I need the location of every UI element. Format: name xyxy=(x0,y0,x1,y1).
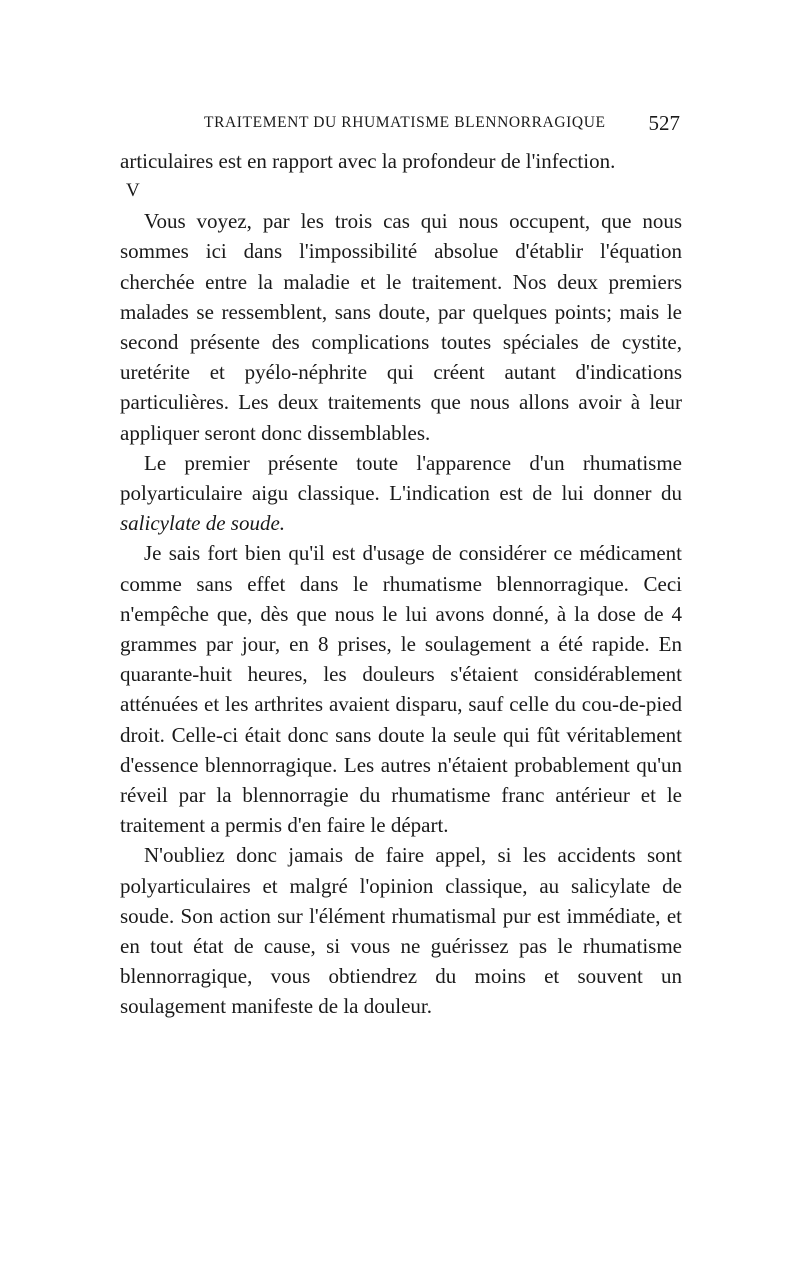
paragraph-3: Je sais fort bien qu'il est d'usage de considérer ce médicament comme sans effet dans le rhumatisme blennorragique. Ceci n'empêche que, dès que nous le lui avons donné, à la dose de 4 grammes par jour, en 8 prises, le soulagement a été rapide. En quarante-huit heures, les douleurs s'étaient considérablement atténuées et les arthrites avaient disparu, sauf celle du cou-de-pied droit. Celle-ci était donc sans doute la seule qui fût véritablement d'essence blennorragique. Les autres n'étaient probablement qu'un réveil par la blennorragie du rhumatisme franc antérieur et le traitement a permis d'en faire le départ. xyxy=(120,541,682,838)
paragraph-1: Vous voyez, par les trois cas qui nous occupent, que nous sommes ici dans l'impossibilité absolue d'établir l'équation cherchée entre la maladie et le traitement. Nos deux premiers malades se ressemblent, sans doute, par quelques points; mais le second présente des complications toutes spéciales de cystite, uretérite et pyélo-néphrite qui créent autant d'indications particulières. Les deux traitements que nous allons avoir à leur appliquer seront donc dissemblables. xyxy=(120,209,682,445)
section-numeral: V xyxy=(126,180,140,202)
page-header xyxy=(120,111,682,142)
paragraph-2-text: Le premier présente toute l'apparence d'un rhumatisme polyarticulaire aigu classique. L'indication est de lui donner du xyxy=(120,450,682,506)
running-head: TRAITEMENT DU RHUMATISME BLENNORRAGIQUE xyxy=(204,114,606,131)
paragraph-4: N'oubliez donc jamais de faire appel, si les accidents sont polyarticulaires et malgré l'opinion classique, au salicylate de soude. Son action sur l'élément rhumatismal pur est immédiate, et en tout état de cause, si vous ne guérissez pas le rhumatisme blennorragique, vous obtiendrez du moins et souvent un soulagement manifeste de la douleur. xyxy=(120,843,682,1019)
paragraph-2 xyxy=(120,448,682,539)
paragraph-2-italic: salicylate de soude. xyxy=(120,511,286,536)
page-number: 527 xyxy=(648,111,680,135)
paragraph-continuation: articulaires est en rapport avec la profondeur de l'infection. xyxy=(120,149,616,173)
body-text xyxy=(120,146,682,1022)
